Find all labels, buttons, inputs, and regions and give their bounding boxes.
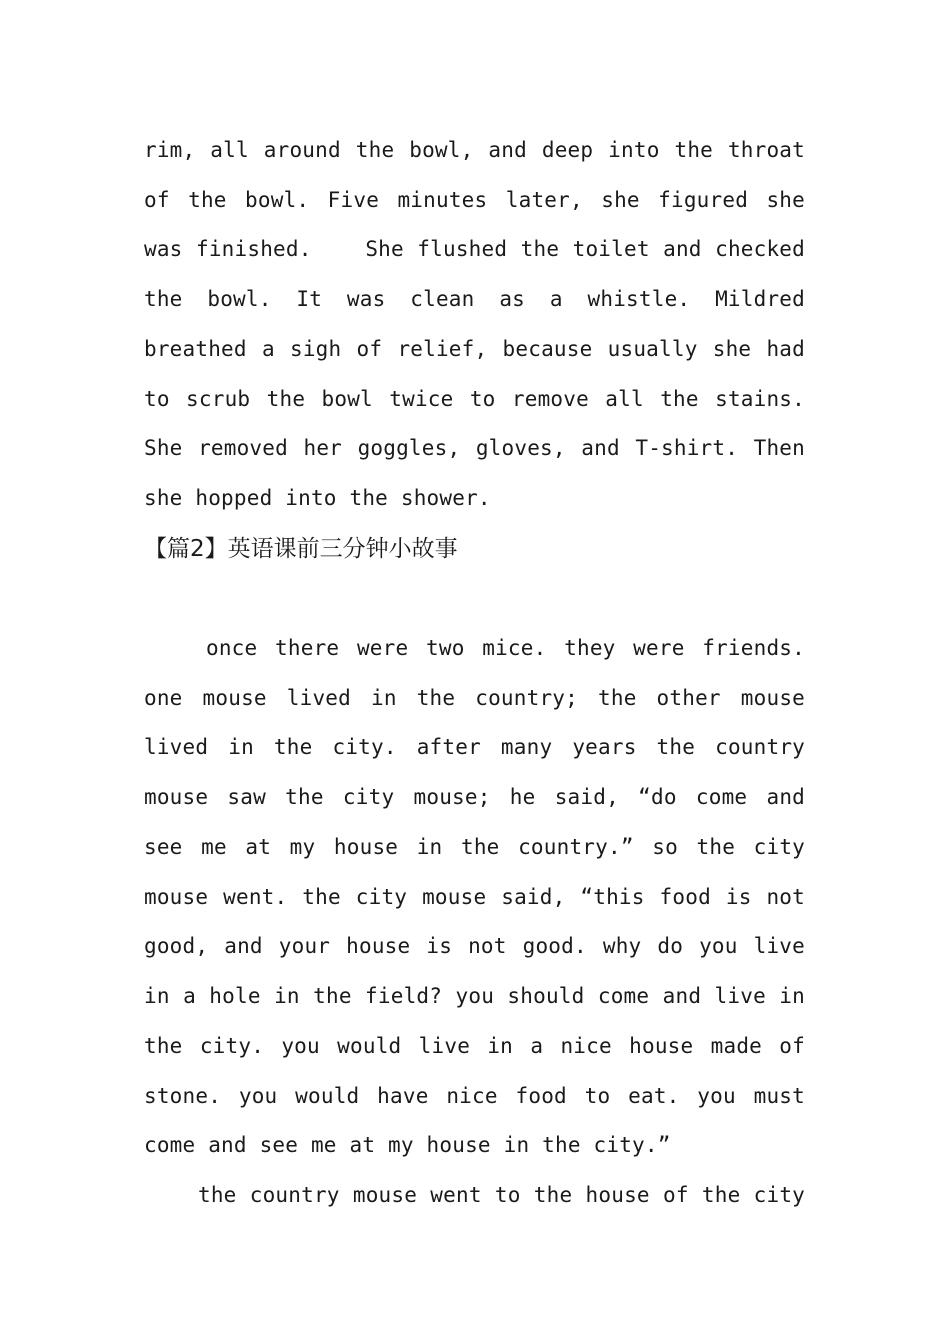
text-line: the country mouse went to the house of the city [198,1183,805,1207]
text-line: come and see me at my house in the city.” [144,1133,671,1157]
text-line: good, and your house is not good. why do you live [144,934,805,958]
text-line: in a hole in the field? you should come and live in [144,984,805,1008]
text-line: rim, all around the bowl, and deep into the throat [144,138,805,162]
text-line: see me at my house in the country.” so the city [144,835,805,859]
text-line: she hopped into the shower. [144,486,491,510]
text-line: one mouse lived in the country; the other mouse [144,686,805,710]
text-line: mouse went. the city mouse said, “this food is not [144,885,805,909]
text-line: to scrub the bowl twice to remove all the stains. [144,387,805,411]
text-line: once there were two mice. they were friends. [206,636,805,660]
section-heading: 【篇2】英语课前三分钟小故事 [144,536,458,562]
text-line: lived in the city. after many years the country [144,735,805,759]
text-line: the bowl. It was clean as a whistle. Mildred [144,287,805,311]
text-line: breathed a sigh of relief, because usually she had [144,337,805,361]
text-line: stone. you would have nice food to eat. you must [144,1084,805,1108]
text-line: was finished. She flushed the toilet and checked [144,237,805,261]
text-line: the city. you would live in a nice house made of [144,1034,805,1058]
text-line: mouse saw the city mouse; he said, “do come and [144,785,805,809]
text-line: of the bowl. Five minutes later, she figured she [144,188,805,212]
text-line: She removed her goggles, gloves, and T-shirt. Then [144,436,805,460]
